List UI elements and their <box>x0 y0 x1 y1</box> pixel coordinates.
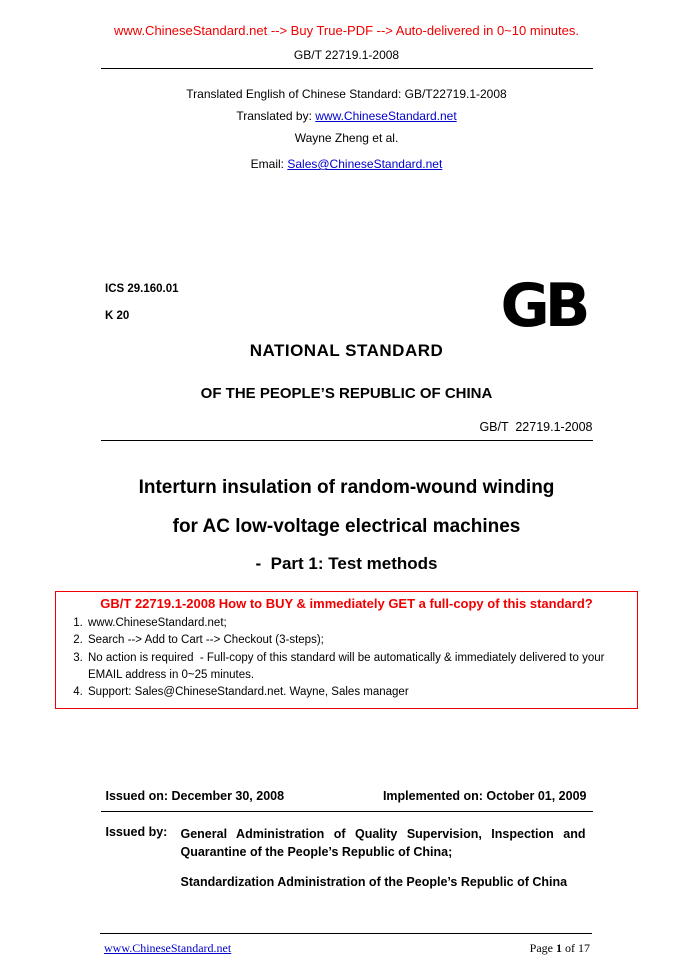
ics-code: ICS 29.160.01 <box>105 283 179 295</box>
buy-box-heading: GB/T 22719.1-2008 How to BUY & immediately GET a full-copy of this standard? <box>100 596 593 611</box>
translated-english-line: Translated English of Chinese Standard: GB/T22719.1-2008 <box>186 87 507 101</box>
email-label: Email: <box>250 157 285 171</box>
translated-by-line <box>0 109 693 123</box>
gb-logo-text: GB <box>500 275 586 335</box>
issue-divider <box>101 811 593 812</box>
issue-dates-row <box>101 789 593 803</box>
national-standard-title: NATIONAL STANDARD <box>249 341 444 360</box>
standard-code-right: GB/T 22719.1-2008 <box>479 420 593 434</box>
page-number: 1 <box>556 941 562 955</box>
buy-step-3: 3. No action is required - Full-copy of this standard will be automatically & immediately delivered to your EMAIL address in 0~25 minutes. <box>86 650 629 685</box>
email-line <box>0 157 693 171</box>
issuer-2: Standardization Administration of the People’s Republic of China <box>180 874 568 889</box>
buy-step-4: 4. Support: Sales@ChineseStandard.net. Wayne, Sales manager <box>86 684 629 701</box>
page-footer <box>100 933 592 956</box>
footer-website-link[interactable]: www.ChineseStandard.net <box>104 941 232 955</box>
translated-by-label: Translated by: <box>236 109 312 123</box>
document-title-part: - Part 1: Test methods <box>255 554 438 573</box>
standard-divider <box>101 440 593 441</box>
k-code: K 20 <box>105 310 130 322</box>
gb-logo-icon <box>491 275 595 335</box>
national-standard-subtitle: OF THE PEOPLE’S REPUBLIC OF CHINA <box>200 385 493 402</box>
email-link[interactable]: Sales@ChineseStandard.net <box>287 157 443 171</box>
header-divider <box>101 68 593 69</box>
document-title-line2: for AC low-voltage electrical machines <box>172 516 521 537</box>
issuer-list <box>181 825 586 890</box>
ics-block <box>105 283 179 322</box>
document-title-line1: Interturn insulation of random-wound winding <box>138 477 555 498</box>
issued-by-block <box>101 825 593 890</box>
issuer-1: General Administration of Quality Supervision, Inspection and Quarantine of the People’s Republic of China; <box>180 827 586 860</box>
buy-steps-list <box>64 615 629 701</box>
promo-banner: www.ChineseStandard.net --> Buy True-PDF --> Auto-delivered in 0~10 minutes. <box>114 23 579 38</box>
ics-logo-row <box>105 275 595 335</box>
implemented-on-date: Implemented on: October 01, 2009 <box>382 789 587 804</box>
translated-by-link[interactable]: www.ChineseStandard.net <box>315 109 457 123</box>
buy-step-1: 1. www.ChineseStandard.net; <box>86 615 629 632</box>
buy-step-2: 2. Search --> Add to Cart --> Checkout (3-steps); <box>86 632 629 649</box>
standard-code-header: GB/T 22719.1-2008 <box>293 48 400 62</box>
page-indicator: Page 1 of 17 <box>529 941 590 955</box>
author-line: Wayne Zheng et al. <box>294 131 399 145</box>
issued-on-date: Issued on: December 30, 2008 <box>105 789 285 804</box>
buy-instructions-box <box>55 591 638 709</box>
issued-by-label: Issued by: <box>105 825 168 840</box>
